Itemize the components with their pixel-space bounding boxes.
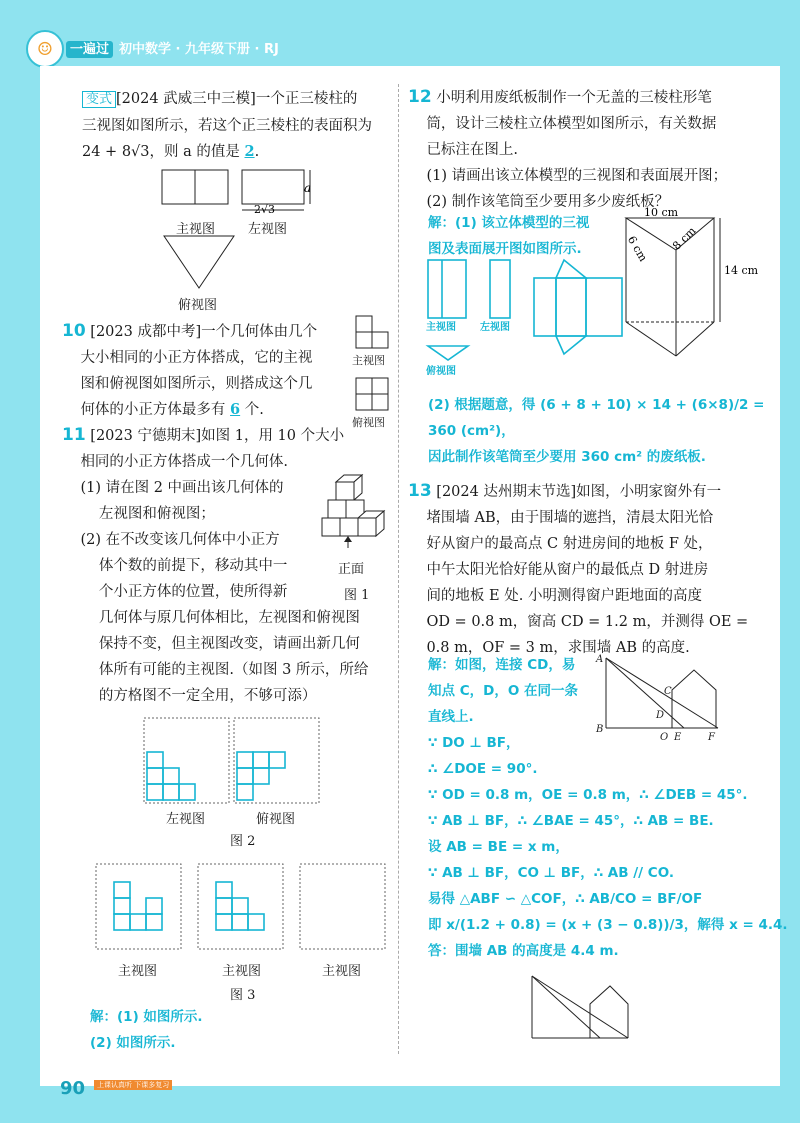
q12-solution-1: 解：(1) 该立体模型的三视 图及表面展开图如图所示. <box>428 215 590 257</box>
q11-fig2-caption: 图 2 <box>230 834 256 849</box>
svg-text:F: F <box>708 732 715 743</box>
svg-text:D: D <box>656 710 665 721</box>
mascot-icon: ☺ <box>26 30 64 68</box>
q11-cap-top: 俯视图 <box>256 812 296 827</box>
q11-fig1-caption: 图 1 <box>344 588 370 603</box>
q12-problem: 12 小明利用废纸板制作一个无盖的三棱柱形笔 筒，设计三棱柱立体模型如图所示，有关数据 已标注在图上. (1) 请画出该立体模型的三视图和表面展开图； (2) 制作该笔筒至少要用多少废纸板？ <box>408 87 728 210</box>
q11-figure1-cubes <box>318 472 398 562</box>
svg-text:O: O <box>660 732 669 743</box>
dim-8: 8 cm <box>670 224 699 253</box>
q11-cap-main2: 主视图 <box>222 964 262 979</box>
q11-fig3-caption: 图 3 <box>230 988 256 1003</box>
q12-solution-2: (2) 根据题意，得 (6 + 8 + 10) × 14 + (6×8)/2 = 360 (cm²)， 因此制作该笔筒至少要用 360 cm² 的废纸板. <box>428 397 765 465</box>
q10-problem: 10 [2023 成都中考]一个几何体由几个 大小相同的小正方体搭成，它的主视 图和俯视图如图所示，则搭成这个几 何体的小正方体最多有 6 个. <box>62 321 318 418</box>
svg-text:C: C <box>664 686 672 697</box>
dim-6: 6 cm <box>624 233 650 264</box>
column-divider <box>398 84 399 1054</box>
svg-text:A: A <box>596 654 604 665</box>
q11-figure2-grids <box>142 716 322 806</box>
q13-problem: 13 [2024 达州期末节选]如图，小明家窗外有一 堵围墙 AB，由于围墙的遮挡，清晨太阳光恰 好从窗户的最高点 C 射进房间的地板 F 处， 中午太阳光恰好能从窗户的最低点 D 射进房 间的地板 E 处. 小明测得窗户距地面的高度 OD = 0.8 m，窗高 CD = 1.2 m，并测得 OE = 0.8 m，OF = 3 m，求围墙 AB 的高度. <box>408 481 749 656</box>
caption-left: 左视图 <box>248 222 288 237</box>
q13-diagram-small <box>520 970 640 1050</box>
q12-views-and-net <box>424 256 624 376</box>
variant-three-views <box>150 166 330 316</box>
q10-cap-top: 俯视图 <box>352 416 385 429</box>
page-number: 90 <box>60 1078 86 1099</box>
q12-cap-main: 主视图 <box>426 322 456 333</box>
q10-answer: 6 <box>230 401 241 418</box>
variant-answer: 2 <box>244 143 255 160</box>
svg-text:B: B <box>596 724 604 735</box>
q12-cap-left: 左视图 <box>480 322 510 333</box>
q11-solution: 解：(1) 如图所示. (2) 如图所示. <box>90 1009 203 1051</box>
label-a: a <box>304 181 312 195</box>
q11-front-label: 正面 <box>338 562 365 577</box>
dim-14: 14 cm <box>724 264 759 277</box>
q11-cap-main3: 主视图 <box>322 964 362 979</box>
q11-cap-left: 左视图 <box>166 812 206 827</box>
variant-problem: 变式 [2024 武威三中三模]一个正三棱柱的 三视图如图所示，若这个正三棱柱的表面积为 24 + 8√3，则 a 的值是 2. <box>82 91 372 160</box>
caption-top: 俯视图 <box>178 298 218 313</box>
q11-problem: 11 [2023 宁德期末]如图 1，用 10 个大小 相同的小正方体搭成一个几何体. (1) 请在图 2 中画出该几何体的 左视图和俯视图； (2) 在不改变该几何体中小正方 体个数的前提下，移动其中一 个小正方体的位置，使所得新 几何体与原几何体相比，左视图和俯视图 保持不变，但主视图改变，请画出新几何 体所有可能的主视图.（如图 3 所示，所给 的方格图不一定全用，不够可添） <box>62 425 369 704</box>
footer-tag: 上课认真听 下课多复习 <box>94 1080 172 1090</box>
q10-cap-main: 主视图 <box>352 354 385 367</box>
q10-views <box>352 312 394 424</box>
page-header <box>0 0 800 66</box>
q12-prism-figure <box>620 206 780 366</box>
svg-text:E: E <box>674 732 682 743</box>
q13-solution: 解：如图，连接 CD，易 知点 C，D，O 在同一条 直线上. ∵ DO ⊥ BF， ∴ ∠DOE = 90°. ∵ OD = 0.8 m，OE = 0.8 m，∴ ∠DEB = 45°. ∵ AB ⊥ BF，∴ ∠BAE = 45°，∴ AB = BE. 设 AB = BE = x m， ∵ AB ⊥ BF，CO ⊥ BF，∴ AB // CO. 易得 △ABF ∽ △COF，∴ AB/CO = BF/OF 即 x/(1.2 + 0.8) = (x + (3 − 0.8))/3，解得 x = 4.4. 答：围墙 AB 的高度是 4.4 m. <box>428 657 788 959</box>
label-width: 2√3 <box>254 203 276 216</box>
header-title: 一遍过 初中数学 · 九年级下册 · RJ <box>66 38 279 57</box>
caption-front: 主视图 <box>176 222 216 237</box>
q13-diagram <box>594 652 734 744</box>
q11-cap-main1: 主视图 <box>118 964 158 979</box>
q11-figure3-grids <box>94 862 394 952</box>
dim-10: 10 cm <box>644 206 679 219</box>
q12-cap-top: 俯视图 <box>426 366 456 377</box>
